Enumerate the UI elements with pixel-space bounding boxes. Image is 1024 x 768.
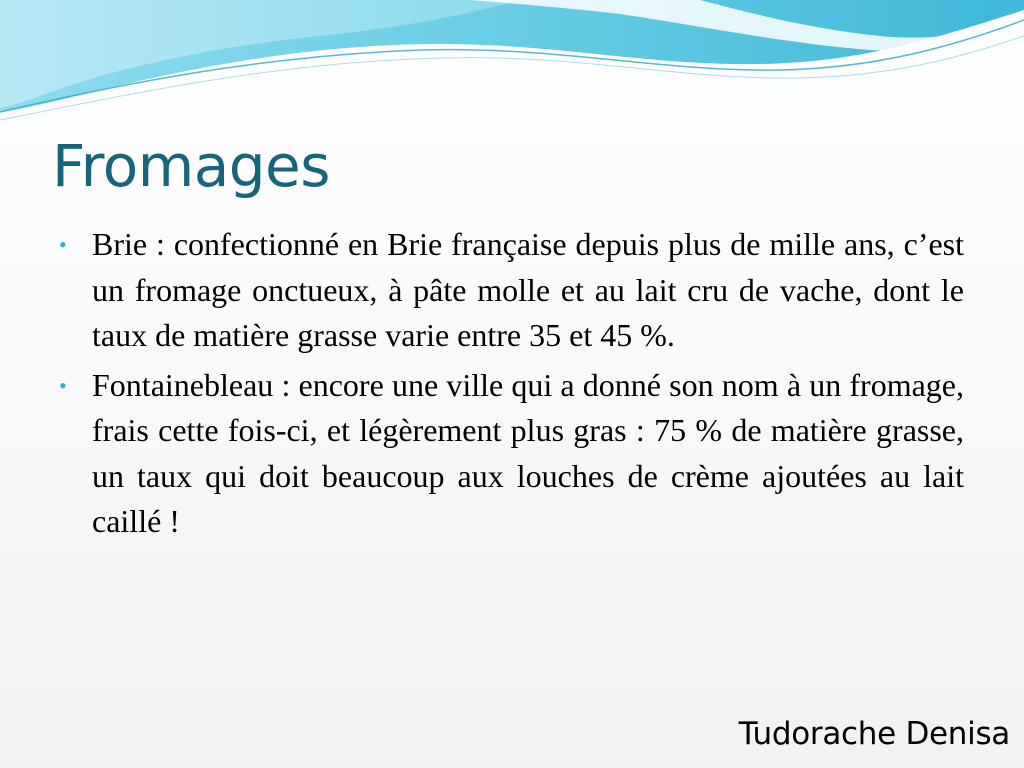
bullet-list [59,222,964,549]
author-name: Tudorache Denisa [738,716,1010,752]
bullet-text: Brie : confectionné en Brie française depuis plus de mille ans, c’est un fromage onctueux, à pâte molle et au lait cru de vache, dont le taux de matière grasse varie entre 35 et 45 %. [92,226,964,353]
bullet-item-fontainebleau [59,363,964,545]
wave-header-decoration [0,0,1024,130]
bullet-text: Fontainebleau : encore une ville qui a donné son nom à un fromage, frais cette fois-ci, et légèrement plus gras : 75 % de matière grasse, un taux qui doit beaucoup aux louches de crème ajoutées au lait caillé ! [92,366,964,539]
bullet-item-brie [59,222,964,359]
bullet-dot-icon: • [59,232,67,257]
slide-title: Fromages [52,132,330,200]
bullet-dot-icon: • [59,372,67,398]
